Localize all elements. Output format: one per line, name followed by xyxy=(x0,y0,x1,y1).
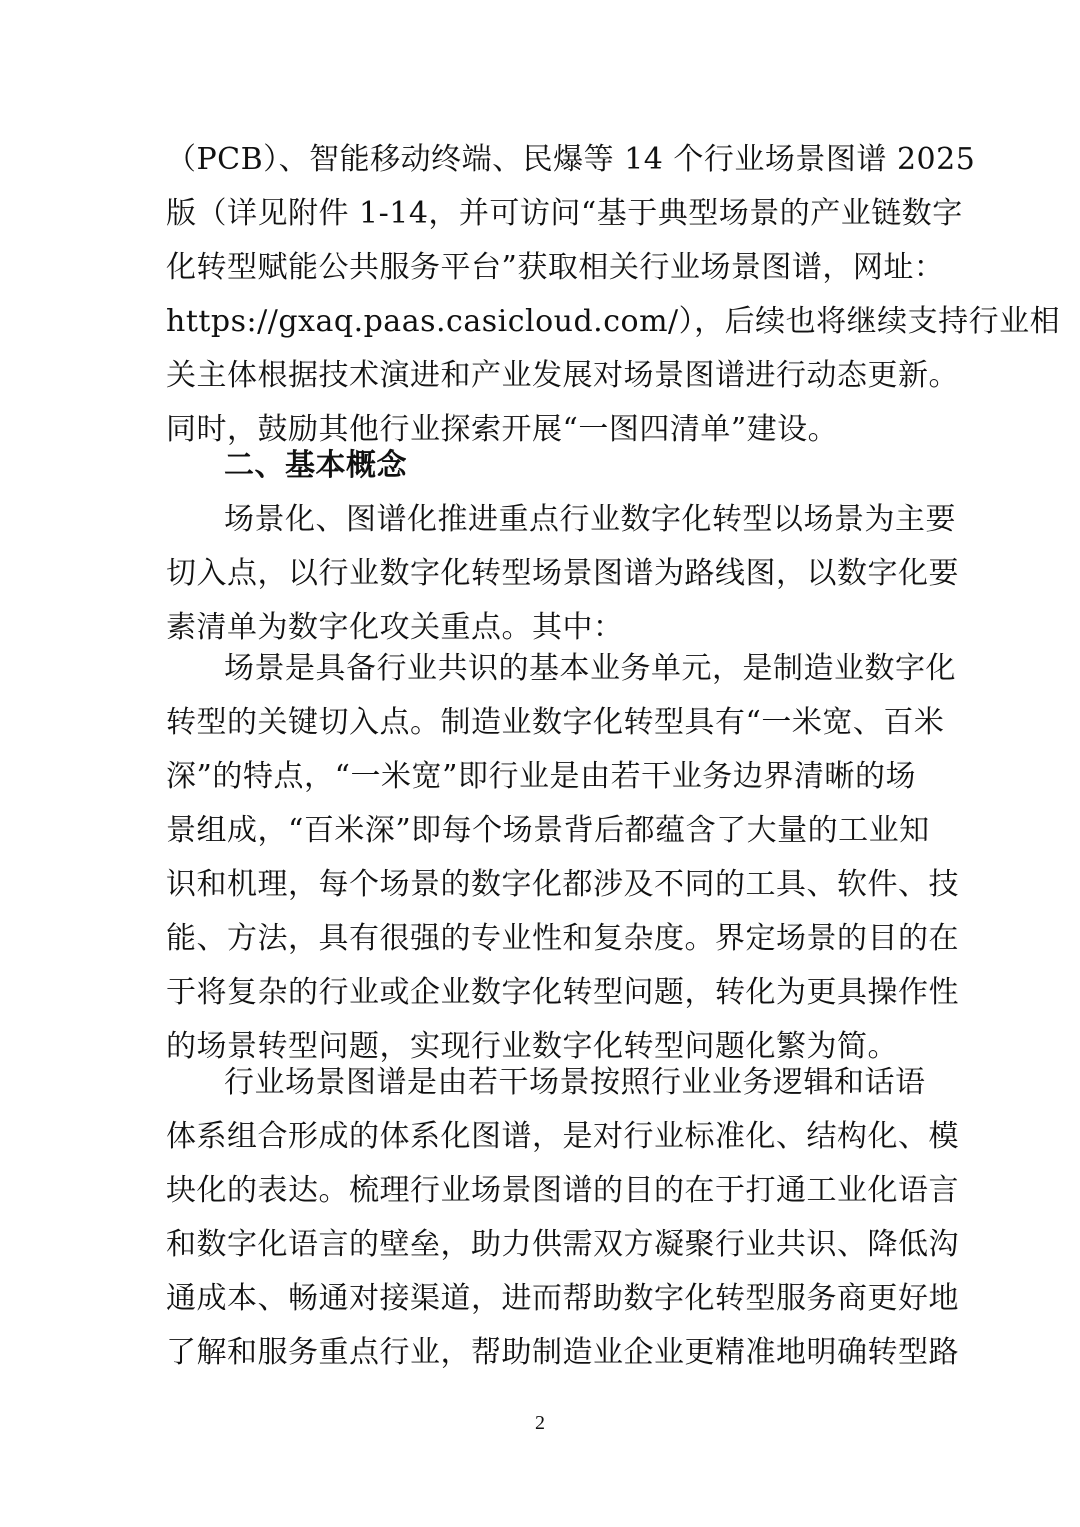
text-line: https://gxaq.paas.casicloud.com/），后续也将继续支持行业相 xyxy=(166,304,1061,339)
text-line: 块化的表达。梳理行业场景图谱的目的在于打通工业化语言 xyxy=(166,1173,959,1208)
intro-paragraph xyxy=(166,133,1061,457)
scene-paragraph xyxy=(166,642,959,1074)
text-line: 场景是具备行业共识的基本业务单元，是制造业数字化 xyxy=(224,651,956,686)
text-line: 了解和服务重点行业，帮助制造业企业更精准地明确转型路 xyxy=(166,1335,959,1370)
text-line: 识和机理，每个场景的数字化都涉及不同的工具、软件、技 xyxy=(166,867,959,902)
text-line: 的场景转型问题，实现行业数字化转型问题化繁为简。 xyxy=(166,1029,898,1064)
text-line: 于将复杂的行业或企业数字化转型问题，转化为更具操作性 xyxy=(166,975,959,1010)
text-line: 体系组合形成的体系化图谱，是对行业标准化、结构化、模 xyxy=(166,1119,959,1154)
text-line: 同时，鼓励其他行业探索开展“一图四清单”建设。 xyxy=(166,412,839,447)
text-line: 深”的特点，“一米宽”即行业是由若干业务边界清晰的场 xyxy=(166,759,916,794)
scene-graph-paragraph xyxy=(166,1056,959,1380)
text-line: 景组成，“百米深”即每个场景背后都蕴含了大量的工业知 xyxy=(166,813,930,848)
text-line: 和数字化语言的壁垒，助力供需双方凝聚行业共识、降低沟 xyxy=(166,1227,959,1262)
text-line: （PCB）、智能移动终端、民爆等 14 个行业场景图谱 2025 xyxy=(166,142,976,177)
text-line: 版（详见附件 1-14，并可访问“基于典型场景的产业链数字 xyxy=(166,196,963,231)
text-line: 切入点，以行业数字化转型场景图谱为路线图，以数字化要 xyxy=(166,556,959,591)
text-line: 行业场景图谱是由若干场景按照行业业务逻辑和话语 xyxy=(224,1065,926,1100)
concept-paragraph xyxy=(166,493,959,655)
text-line: 素清单为数字化攻关重点。其中： xyxy=(166,610,624,645)
text-line: 能、方法，具有很强的专业性和复杂度。界定场景的目的在 xyxy=(166,921,959,956)
text-line: 通成本、畅通对接渠道，进而帮助数字化转型服务商更好地 xyxy=(166,1281,959,1316)
section-heading xyxy=(166,439,916,493)
heading-text: 二、基本概念 xyxy=(224,448,407,483)
text-line: 转型的关键切入点。制造业数字化转型具有“一米宽、百米 xyxy=(166,705,945,740)
text-line: 场景化、图谱化推进重点行业数字化转型以场景为主要 xyxy=(224,502,956,537)
page-number: 2 xyxy=(535,1412,545,1434)
text-line: 化转型赋能公共服务平台”获取相关行业场景图谱，网址： xyxy=(166,250,945,285)
text-line: 关主体根据技术演进和产业发展对场景图谱进行动态更新。 xyxy=(166,358,959,393)
